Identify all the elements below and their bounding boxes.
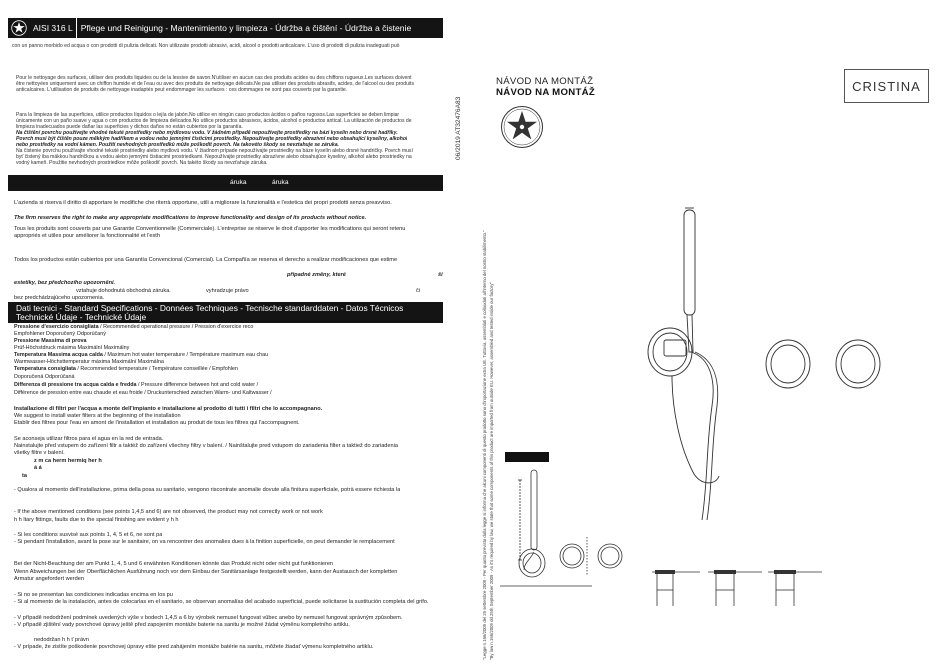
warranty-line: The firm reserves the right to make any appropriate modifications to improve functionality and design of its products without notice. [14, 215, 367, 221]
spec-row: Temperatura consigliata / Recommended temperature / Température conseillée / Empfohlen [14, 366, 238, 372]
care-line: vodný kameň. Použitie nevhodných prostriedkov môže poškodiť povrch. Na takéto škody sa nevzťahuje záruka. [16, 160, 268, 166]
install-line: - V případě nedodržení podmínek uvedených výše v bodech 1,4,5 a 6 by výrobek nemusel fungovat vůbec anebo by nemusel fungovat správným způsobem. [14, 615, 403, 621]
care-line: Para la limpieza de las superficies, utilice productos líquidos o lejía de jabón.No utilice en ningún caso productos ácidos o paños rugosos.Las superficies se deben limpiar [16, 112, 400, 118]
warranty-bar [8, 175, 443, 191]
install-line: - If the above mentioned conditions (see points 1,4,5 and 6) are not observed, the product may not correctly work or not work [14, 509, 323, 515]
spec-row: Pressione d'esercizio consigliata / Recommended operational pressure / Pression d'exercice reco [14, 324, 254, 330]
warranty-line: estetiky, bez předchozího upozornění. [14, 280, 116, 286]
install-line: Nainstalujte před vstupem do zařízení filtr a taktéž do zařízení všechny filtry v balení. / Nainštalujte pred vstupom do zariadenia filter a taktiež do zariadenia [14, 443, 398, 449]
install-line: á á [34, 465, 42, 471]
care-line: être nettoyées uniquement avec un chiffon humide et de l'eau ou avec des produits de nettoyage délicats.Ne pas utiliser des produits abrasifs, acides, de l'alcool ou des produits [16, 81, 414, 87]
care-line: byť čistený iba mäkkou handričkou a vodou alebo jemnými čistiacimi prostriedkami. Nepoužívajte prostriedky abrazívne alebo obsahujúce kyseliny, alkohol alebo prostriedky na [16, 154, 412, 160]
install-line: We suggest to install water filters at the beginning of the installation [14, 413, 181, 419]
star-logo-icon [500, 105, 544, 154]
material-label: AISI 316 L [30, 18, 77, 38]
install-line: - V prípade, že zistíte poškodenie povrchovej úpravy ešte pred zahájením montáže batérie na sanitu, môžete žiadať výmenu kompletného artiklu. [14, 644, 374, 650]
spec-row: Empfohlener Doporučený Odporúčaný [14, 331, 106, 337]
warranty-line: appropriés et utiles pour améliorer la fonctionnalité et l'esth [14, 233, 160, 239]
technical-drawing [480, 180, 940, 625]
warranty-line: vyhradzuje právo [206, 288, 249, 294]
specs-title: Dati tecnici - Standard Specifications - Données Techniques - Tecnische standarddaten - Datos Técnicos [16, 303, 404, 313]
care-line: Na čistenie povrchu používajte vhodné tekuté prostriedky alebo mydlovú vodu. V žiadnom prípade nepoužívajte prostriedky na báze kyselín alebo drsné handričky. Povrch musí [16, 148, 413, 154]
legal-note: "Legge n.166/2009 del 25 settembre 2009 - Per quanto previsto dalla legge si informa che alcuni componenti di questo prodotto sono d'importazione extra UE. Tuttavia, assemblati e collaudati all'interno del nostro stabilimento." [482, 230, 487, 660]
warranty-line: ši [438, 272, 443, 278]
warranty-line: připadné změny, které [287, 272, 346, 278]
care-line: limpieza inadecuados puede dañar las superficies y dichos daños no están cubiertos por la garantía. [16, 124, 243, 130]
install-line: ta [22, 473, 27, 479]
legal-note: "By law n.166/2009 dd.25th September 2009 - As it's required by law, we state that some components of this product are imported from outside EU. However, assembled and tested inside our factory" [489, 282, 494, 660]
spec-row: Temperatura Massima acqua calda / Maximum hot water temperature / Température maximum eau chau [14, 352, 269, 358]
spec-row: Differenza di pressione tra acqua calda e fredda / Pressure difference between hot and cold water / [14, 382, 259, 388]
warranty-line: vztahuje dohodnutá obchodná záruka. [76, 288, 171, 294]
warranty-line: bez predchádzajúceho upozornenia. [14, 295, 105, 301]
warranty-line: Todos los productos están cubiertos por una Garantía Convencional (Comercial). La Compañía se reserva el derecho a realizar modificaciones que estime [14, 257, 398, 263]
spec-row: Pressione Massima di prova [14, 338, 87, 344]
warranty-label: áruka [272, 179, 289, 186]
install-line: - Si les conditions susvisé aux points 1, 4, 5 et 6, ne sont pa [14, 532, 163, 538]
warranty-line: či [416, 288, 421, 294]
install-line: - Si pendant l'installation, avant la pose sur le sanitaire, on va rencontrer des anomalies dues à la finition superficielle, on peut demander le remplacement [14, 539, 395, 545]
document-code: 06/2019 AT32476A83 [455, 96, 462, 160]
header-bar [8, 18, 443, 38]
install-line: - Si al momento de la instalación, antes de colocarlas en el sanitario, se observan anomalías del acabado superficial, puede solicitarse la sustitución completa del grifo. [14, 599, 429, 605]
warranty-line: Tous les produits sont couverts par une Garantie Conventionnelle (Commerciale). L'entreprise se réserve le droit d'apporter les modifications qui seront retenu [14, 226, 406, 232]
specs-subtitle: Technické Údaje - Technické Údaje [16, 312, 147, 322]
header-title: Pflege und Reinigung - Mantenimiento y limpieza - Údržba a čištění - Údržba a čistenie [80, 23, 412, 33]
install-line: Se aconseja utilizar filtros para el agua en la red de entrada. [14, 436, 164, 442]
install-line: Wenn Abweichungen bei der Oberflächlichen Ausführung noch vor dem Einbau der Sanitärsanlage festgestellt werden, kann der Austausch der kompletten [14, 569, 398, 575]
spec-row: Warmwasser-Höchsttemperatur máxima Maximální Maximálna [14, 359, 164, 365]
care-line: con un panno morbido ed acqua o con prodotti di pulizia delicati. Non utilizzate prodotti abrasivi, acidi, alcool o prodotti anticalcare. L'uso di prodotti di pulizia inadeguati può [12, 43, 400, 49]
spec-row: Différence de pression entre eau chaude et eau froide / Druckunterschied zwischen Warm- und Kaltwasser / [14, 390, 272, 396]
install-line: Bei der Nicht-Beachtung der am Punkt 1, 4, 5 und 6 erwähnten Konditionen könnte das Produkt nicht oder nicht gut funktionieren [14, 561, 334, 567]
care-line: nebo prostředky na vodní kámen. Použití nevhodných prostředků může poškodit povrch. Na takovéto škody se nevztahuje se záruka. [16, 142, 339, 148]
install-line: Etablir des filtres pour l'eau en amont de l'installation et installation au produit de tous les filtres qui l'accompagnent. [14, 420, 300, 426]
brand-logo: CRISTINA [844, 69, 929, 103]
install-line: - V případě zjištění vady povrchové úpravy ještě před zapojením montáže baterie na sanitu je možné žádat výměnu kompletního artiklu. [14, 622, 350, 628]
warranty-label: áruka [230, 179, 247, 186]
install-line: všetky filtre v balení. [14, 450, 65, 456]
warranty-line: L'azienda si riserva il diritto di apportare le modifiche che riterrà opportune, utili a migliorare la funzionalità e l'estetica dei propri prodotti senza preavviso. [14, 200, 392, 206]
specs-title-bar [8, 302, 443, 323]
spec-row: Doporučená Odporúčaná [14, 374, 75, 380]
install-title: NÁVOD NA MONTÁŽ [496, 76, 594, 87]
spec-row: Prüf-Höchstdruck máxima Maximální Maximálny [14, 345, 130, 351]
install-line: - Si no se presentan las condiciones indicadas encima en los pu [14, 592, 173, 598]
star-logo-icon [8, 18, 30, 38]
care-line: únicamente con un paño suave y agua o con productos de limpieza delicados.No utilice productos abrasivos, ácidos, alcohol o productos antical. La utilización de productos de [16, 118, 412, 124]
install-title-bold: NÁVOD NA MONTÁŽ [496, 87, 596, 98]
install-line: z m ca herm hermiq her h [34, 458, 102, 464]
install-line: - Qualora al momento dell'installazione, prima della posa su sanitario, vengono riscontrate anomalie dovute alla finitura superficiale, potrà essere richiesta la [14, 487, 401, 493]
care-line: Na čištění povrchu používejte vhodné tekuté prostředky nebo mýdlovou vodu. V žádném případě nepoužívejte prostředky na bázi kyselin nebo drsné hadříky. [16, 130, 398, 136]
care-line: Povrch musí být čištěn pouze měkkým hadříkem a vodou nebo jemnými čisticími prostředky. Nepoužívejte prostředky abrazivní nebo obsahující kyseliny, alkohol [16, 136, 408, 142]
install-line: Armatur angefordert werden [14, 576, 84, 582]
label-badge [505, 452, 549, 462]
install-line: nedodržan h h ť právn [34, 637, 89, 643]
install-line: h h ltary fittings, faults due to the special finishing are evident y h h [14, 517, 179, 523]
install-line: Installazione di filtri per l'acqua a monte dell'impianto e installazione al prodotto di tutti i filtri che lo accompagnano. [14, 406, 323, 412]
care-line: anticalcaires. L'utilisation de produits de nettoyage inadaptés peut endommager les surfaces : ces dommages ne sont pas couverts par la garantie. [16, 87, 348, 93]
care-line: Pour le nettoyage des surfaces, utiliser des produits liquides ou de la lessive de savon.N'utiliser en aucun cas des produits acides ou des chiffons rugueux.Les surfaces doivent [16, 75, 412, 81]
